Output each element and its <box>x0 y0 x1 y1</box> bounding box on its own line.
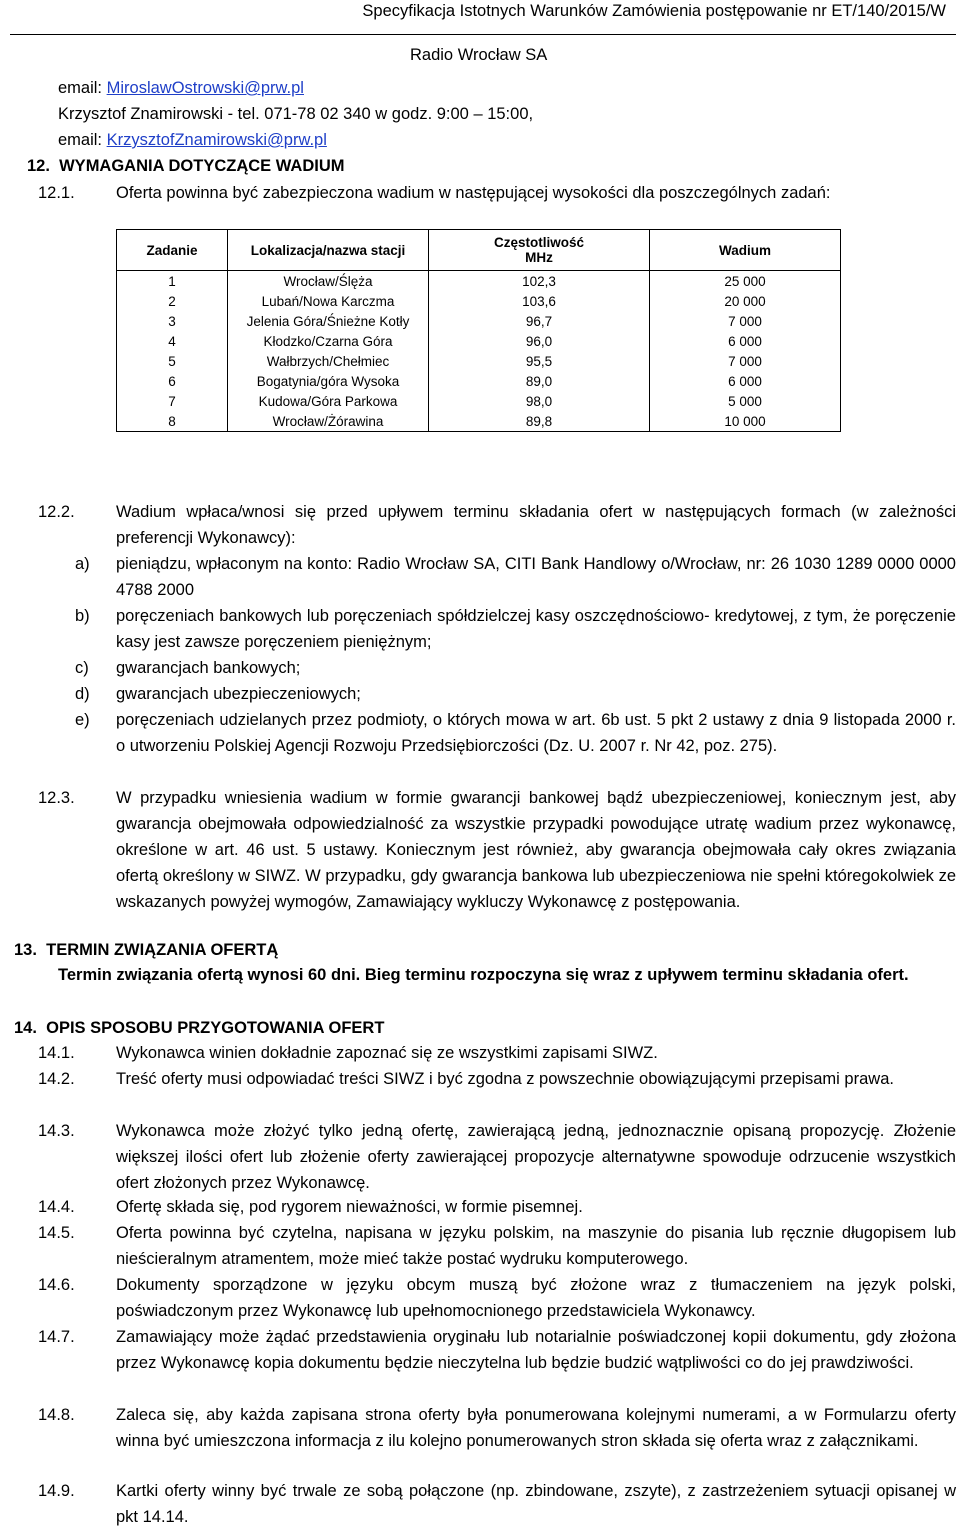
item-14-4: Ofertę składa się, pod rygorem nieważności, w formie pisemnej. <box>116 1198 583 1216</box>
section-13-heading: 13. TERMIN ZWIĄZANIA OFERTĄ <box>14 941 279 959</box>
contact-person-2: Krzysztof Znamirowski - tel. 071-78 02 340 w godz. 9:00 – 15:00, <box>58 105 534 123</box>
table-row: 2 Lubań/Nowa Karczma 103,6 20 000 <box>117 291 841 311</box>
table-row: 7 Kudowa/Góra Parkowa 98,0 5 000 <box>117 391 841 411</box>
email-link-2[interactable]: KrzysztofZnamirowski@prw.pl <box>106 131 327 149</box>
table-row: 4 Kłodzko/Czarna Góra 96,0 6 000 <box>117 331 841 351</box>
item-14-8-number: 14.8. <box>38 1406 75 1424</box>
list-item-b: poręczeniach bankowych lub poręczeniach spółdzielczej kasy oszczędnościowo- kredytowej, z tym, że poręczenie kasy jest zawsze poręczeniem pieniężnym; <box>116 607 956 651</box>
item-14-2: Treść oferty musi odpowiadać treści SIWZ i być zgodna z powszechnie obowiązującymi przepisami prawa. <box>116 1070 894 1088</box>
list-item-e: poręczeniach udzielanych przez podmioty, o których mowa w art. 6b ust. 5 pkt 2 ustawy z dnia 9 listopada 2000 r. o utworzeniu Polskiej Agencji Rozwoju Przedsiębiorczości (Dz. U. 2007 r. Nr 42, poz. 275). <box>116 711 956 755</box>
item-14-9: Kartki oferty winny być trwale ze sobą połączone (np. zbindowane, zszyte), z zastrzeżeniem sytuacji opisanej w pkt 14.14. <box>116 1482 956 1526</box>
item-14-5: Oferta powinna być czytelna, napisana w języku polskim, na maszynie do pisania lub ręcznie długopisem lub nieścieralnym atramentem, może mieć także postać wydruku komputerowego. <box>116 1224 956 1268</box>
paragraph-12-1-number: 12.1. <box>38 184 75 202</box>
list-marker-c: c) <box>75 659 89 677</box>
item-14-1: Wykonawca winien dokładnie zapoznać się ze wszystkimi zapisami SIWZ. <box>116 1044 658 1062</box>
item-14-8: Zaleca się, aby każda zapisana strona oferty była ponumerowana kolejnymi numerami, a w Formularzu oferty winna być umieszczona informacja z ilu kolejno ponumerowanych stron składa się oferta wraz z załącznikami. <box>116 1406 956 1450</box>
item-14-6: Dokumenty sporządzone w języku obcym muszą być złożone wraz z tłumaczeniem na język polski, poświadczonym przez Wykonawcę lub upełnomocnionego przedstawiciela Wykonawcy. <box>116 1276 956 1320</box>
item-14-3-number: 14.3. <box>38 1122 75 1140</box>
col-czestotliwosc: Częstotliwość MHz <box>429 230 650 271</box>
header-divider <box>10 34 956 35</box>
col-zadanie: Zadanie <box>117 230 228 271</box>
item-14-5-number: 14.5. <box>38 1224 75 1242</box>
item-14-7: Zamawiający może żądać przedstawienia oryginału lub notarialnie poświadczonej kopii dokumentu, gdy złożona przez Wykonawcę kopia dokumentu będzie nieczytelna lub będzie budzić wątpliwości co do jej prawdziwości. <box>116 1328 956 1372</box>
list-item-d: gwarancjach ubezpieczeniowych; <box>116 685 361 703</box>
list-item-c: gwarancjach bankowych; <box>116 659 301 677</box>
list-marker-d: d) <box>75 685 90 703</box>
paragraph-12-1: Oferta powinna być zabezpieczona wadium w następującej wysokości dla poszczególnych zadań: <box>116 184 831 202</box>
item-14-7-number: 14.7. <box>38 1328 75 1346</box>
paragraph-12-3: W przypadku wniesienia wadium w formie gwarancji bankowej bądź ubezpieczeniowej, koniecznym jest, aby gwarancja obejmowała odpowiedzialność za wszystkie przypadki powodujące utratę wadium przez wykonawcę, określone w art. 46 ust. 5 ustawy. Koniecznym jest również, aby gwarancja obejmowała cały okres związania ofertą określony w SIWZ. W przypadku, gdy gwarancja bankowa lub ubezpieczeniowa nie spełni któregokolwiek ze wskazanych powyżej wymogów, Zamawiający wykluczy Wykonawcę z postępowania. <box>116 789 956 911</box>
table-row: 1 Wrocław/Ślęża 102,3 25 000 <box>117 271 841 292</box>
email-link-1[interactable]: MiroslawOstrowski@prw.pl <box>106 79 304 97</box>
table-row: 6 Bogatynia/góra Wysoka 89,0 6 000 <box>117 371 841 391</box>
list-marker-e: e) <box>75 711 90 729</box>
table-row: 3 Jelenia Góra/Śnieżne Kotły 96,7 7 000 <box>117 311 841 331</box>
list-marker-b: b) <box>75 607 90 625</box>
list-marker-a: a) <box>75 555 90 573</box>
item-14-2-number: 14.2. <box>38 1070 75 1088</box>
paragraph-12-2: Wadium wpłaca/wnosi się przed upływem terminu składania ofert w następujących formach (w zależności preferencji Wykonawcy): <box>116 503 956 547</box>
item-14-4-number: 14.4. <box>38 1198 75 1216</box>
section-14-heading: 14. OPIS SPOSOBU PRZYGOTOWANIA OFERT <box>14 1019 385 1037</box>
item-14-1-number: 14.1. <box>38 1044 75 1062</box>
organization-name: Radio Wrocław SA <box>410 46 548 64</box>
col-wadium: Wadium <box>650 230 841 271</box>
paragraph-12-3-number: 12.3. <box>38 789 75 807</box>
list-item-a: pieniądzu, wpłaconym na konto: Radio Wrocław SA, CITI Bank Handlowy o/Wrocław, nr: 26 1030 1289 0000 0000 4788 2000 <box>116 555 956 599</box>
item-14-9-number: 14.9. <box>38 1482 75 1500</box>
item-14-6-number: 14.6. <box>38 1276 75 1294</box>
item-14-3: Wykonawca może złożyć tylko jedną ofertę, zawierającą jedną, jednoznacznie opisaną propozycję. Złożenie większej ilości ofert lub złożenie oferty zawierającej propozycje alternatywne spowoduje odrzucenie wszystkich ofert złożonych przez Wykonawcę. <box>116 1122 956 1192</box>
contact-email-2: email: KrzysztofZnamirowski@prw.pl <box>58 131 327 149</box>
contact-email-1: email: MiroslawOstrowski@prw.pl <box>58 79 304 97</box>
section-12-heading: 12. WYMAGANIA DOTYCZĄCE WADIUM <box>27 157 345 175</box>
table-row: 5 Wałbrzych/Chełmiec 95,5 7 000 <box>117 351 841 371</box>
paragraph-12-2-number: 12.2. <box>38 503 75 521</box>
wadium-table <box>116 229 841 432</box>
table-row: 8 Wrocław/Żórawina 89,8 10 000 <box>117 411 841 432</box>
col-lokalizacja: Lokalizacja/nazwa stacji <box>228 230 429 271</box>
document-title: Specyfikacja Istotnych Warunków Zamówienia postępowanie nr ET/140/2015/W <box>362 2 946 20</box>
section-13-text: Termin związania ofertą wynosi 60 dni. Bieg terminu rozpoczyna się wraz z upływem terminu składania ofert. <box>58 966 909 984</box>
